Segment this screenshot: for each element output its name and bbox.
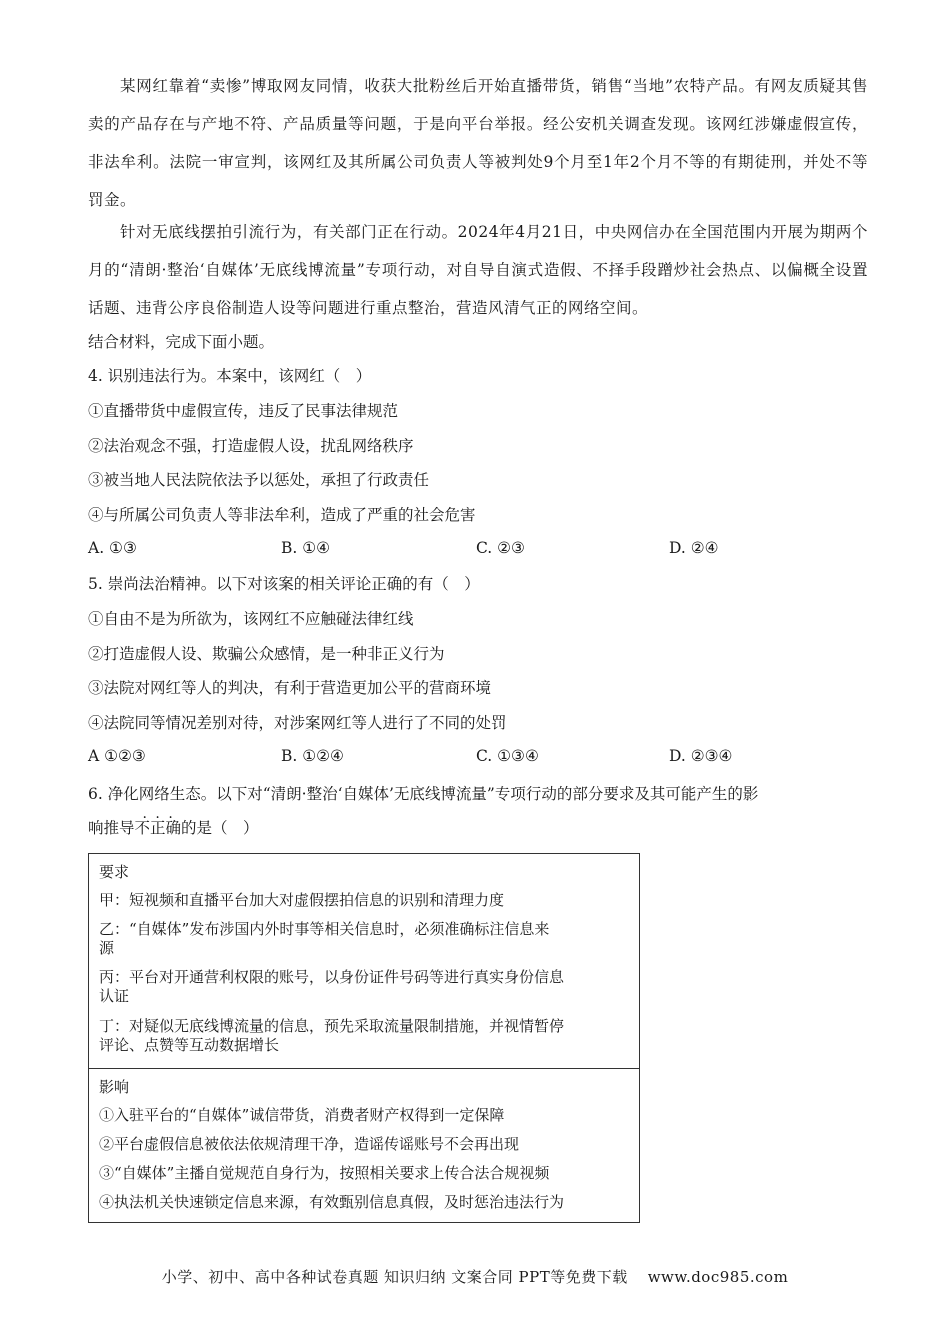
q5-option-a[interactable]: A ①②③ — [88, 747, 146, 765]
q6-stem-post: 的是（ ） — [181, 819, 259, 837]
requirement-ding-line2: 评论、点赞等互动数据增长 — [99, 1036, 280, 1054]
page-footer — [0, 1266, 950, 1288]
q6-stem-emphasis: 不正确 · · · — [135, 819, 182, 837]
q5-item: ①自由不是为所欲为，该网红不应触碰法律红线 — [88, 610, 414, 628]
q5-stem: 5. 崇尚法治精神。以下对该案的相关评论正确的有（ ） — [88, 575, 480, 593]
q6-stem-pre: 响推导 — [88, 819, 135, 837]
instruction: 结合材料，完成下面小题。 — [88, 333, 275, 351]
requirement-bing-line2: 认证 — [99, 987, 130, 1005]
impact-item: ③“自媒体”主播自觉规范自身行为，按照相关要求上传合法合规视频 — [99, 1164, 550, 1182]
requirement-bing-line1: 丙：平台对开通营利权限的账号，以身份证件号码等进行真实身份信息 — [99, 968, 565, 986]
q4-stem: 4. 识别违法行为。本案中，该网红（ ） — [88, 367, 372, 385]
requirement-jia: 甲：短视频和直播平台加大对虚假摆拍信息的识别和清理力度 — [99, 891, 505, 909]
requirement-ding-line1: 丁：对疑似无底线博流量的信息，预先采取流量限制措施，并视情暂停 — [99, 1017, 565, 1035]
q5-item: ②打造虚假人设、欺骗公众感情，是一种非正义行为 — [88, 645, 445, 663]
q5-option-d[interactable]: D. ②③④ — [669, 747, 733, 765]
q4-item: ④与所属公司负责人等非法牟利，造成了严重的社会危害 — [88, 506, 476, 524]
impacts-header: 影响 — [99, 1078, 130, 1096]
requirements-header: 要求 — [99, 863, 130, 881]
impact-item: ①入驻平台的“自媒体”诚信带货，消费者财产权得到一定保障 — [99, 1106, 505, 1124]
requirements-impact-table — [88, 853, 640, 1223]
q5-option-c[interactable]: C. ①③④ — [476, 747, 539, 765]
q6-stem-line2 — [88, 817, 868, 839]
q5-options — [88, 745, 868, 767]
impact-item: ②平台虚假信息被依法依规清理干净，造谣传谣账号不会再出现 — [99, 1135, 520, 1153]
q4-option-d[interactable]: D. ②④ — [669, 539, 719, 557]
q5-item: ③法院对网红等人的判决，有利于营造更加公平的营商环境 — [88, 679, 492, 697]
impact-item: ④执法机关快速锁定信息来源，有效甄别信息真假，及时惩治违法行为 — [99, 1193, 565, 1211]
requirements-section — [89, 854, 639, 1069]
footer-text: 小学、初中、高中各种试卷真题 知识归纳 文案合同 PPT等免费下载 — [161, 1268, 628, 1286]
requirement-yi-line2: 源 — [99, 939, 115, 957]
q5-option-b[interactable]: B. ①②④ — [281, 747, 344, 765]
impacts-section — [89, 1069, 639, 1221]
footer-site-link[interactable]: www.doc985.com — [647, 1268, 789, 1286]
q4-item: ③被当地人民法院依法予以惩处，承担了行政责任 — [88, 471, 430, 489]
requirement-yi-line1: 乙：“自媒体”发布涉国内外时事等相关信息时，必须准确标注信息来 — [99, 920, 550, 938]
q4-item: ①直播带货中虚假宣传，违反了民事法律规范 — [88, 402, 399, 420]
q6-stem-line1: 6. 净化网络生态。以下对“清朗·整治‘自媒体’无底线博流量”专项行动的部分要求及其可能产生的影 — [88, 785, 759, 803]
q4-options — [88, 537, 868, 559]
q5-item: ④法院同等情况差别对待，对涉案网红等人进行了不同的处罚 — [88, 714, 507, 732]
q4-item: ②法治观念不强，打造虚假人设，扰乱网络秩序 — [88, 437, 414, 455]
material-paragraph-1: 某网红靠着“卖惨”博取网友同情，收获大批粉丝后开始直播带货，销售“当地”农特产品。有网友质疑其售卖的产品存在与产地不符、产品质量等问题，于是向平台举报。经公安机关调查发现。该网红涉嫌虚假宣传，非法牟利。法院一审宣判，该网红及其所属公司负责人等被判处9个月至1年2个月不等的有期徒刑，并处不等罚金。 — [88, 77, 868, 209]
material-paragraph-2: 针对无底线摆拍引流行为，有关部门正在行动。2024年4月21日，中央网信办在全国范围内开展为期两个月的“清朗·整治‘自媒体’无底线博流量”专项行动，对自导自演式造假、不择手段蹭炒社会热点、以偏概全设置话题、违背公序良俗制造人设等问题进行重点整治，营造风清气正的网络空间。 — [88, 223, 868, 317]
q4-option-c[interactable]: C. ②③ — [476, 539, 525, 557]
q4-option-b[interactable]: B. ①④ — [281, 539, 331, 557]
q4-option-a[interactable]: A. ①③ — [88, 539, 137, 557]
